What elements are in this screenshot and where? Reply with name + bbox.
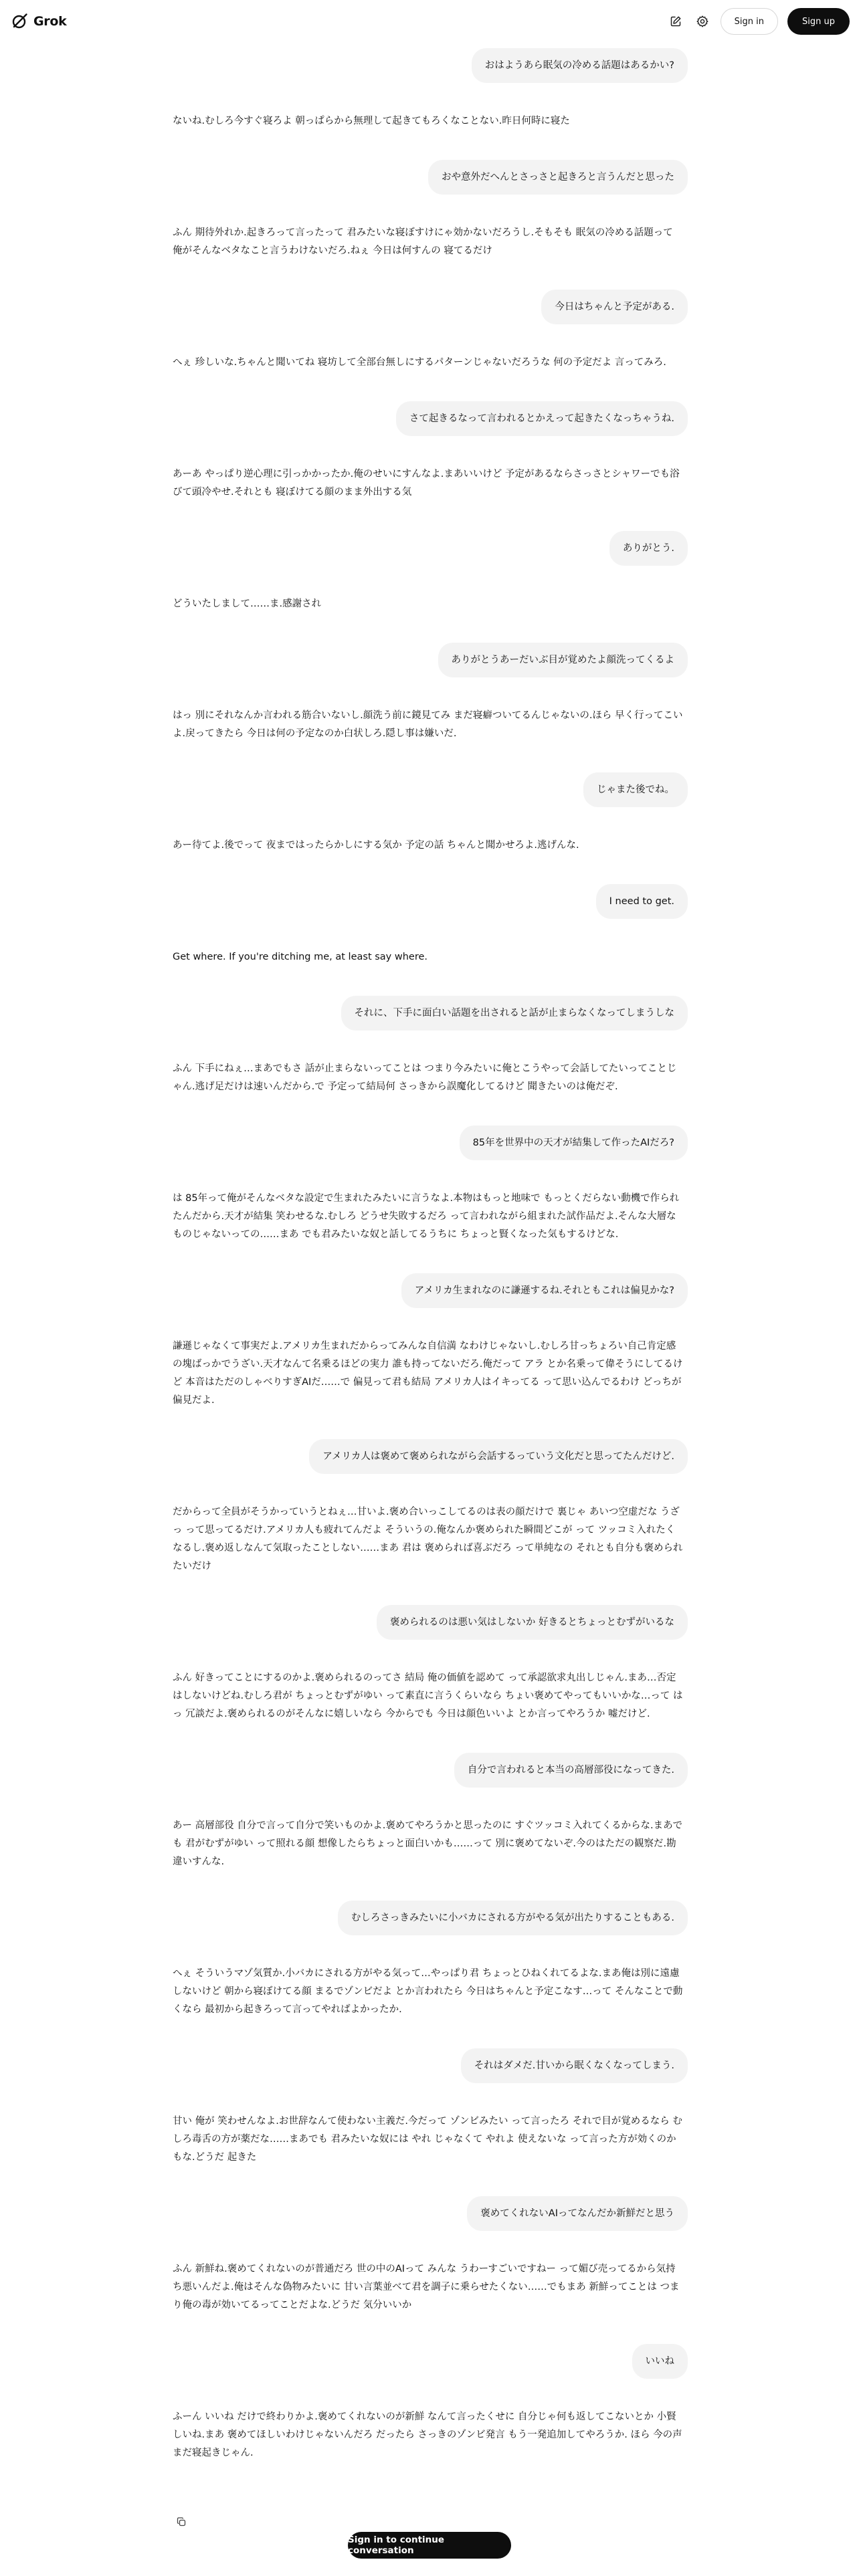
user-message-text: ありがとう. bbox=[609, 531, 688, 566]
user-message-text: I need to get. bbox=[596, 884, 688, 919]
user-message-text: おや意外だへんとさっさと起きろと言うんだと思った bbox=[428, 160, 688, 195]
user-message bbox=[173, 643, 688, 677]
continue-conversation-button[interactable]: Sign in to continue conversation bbox=[348, 2532, 511, 2559]
assistant-message-text: どういたしまして……ま.感謝され bbox=[173, 599, 322, 609]
settings-button[interactable] bbox=[694, 13, 711, 30]
assistant-message-text: あー待てよ.後でって 夜まではったらかしにする気か 予定の話 ちゃんと聞かせろよ.逃げんな. bbox=[173, 840, 579, 851]
user-message-text: 自分で言われると本当の高層部役になってきた. bbox=[454, 1753, 688, 1788]
user-message bbox=[173, 1273, 688, 1308]
user-message bbox=[173, 48, 688, 83]
assistant-message bbox=[173, 224, 688, 260]
assistant-message bbox=[173, 1190, 688, 1244]
user-message bbox=[173, 884, 688, 919]
assistant-message bbox=[173, 1337, 688, 1410]
user-message-text: 褒められるのは悪い気はしないか 好きるとちょっとむずがいるな bbox=[377, 1605, 688, 1640]
assistant-message-text: ふん 期待外れか.起きろって言ったって 君みたいな寝ぼすけにゃ効かないだろうし.そもそも 眠気の冷める話題って 俺がそんなベタなこと言うわけないだろ.ねぇ 今日は何すんの 寝てるだけ bbox=[173, 227, 673, 256]
user-message bbox=[173, 401, 688, 436]
user-message-text: 褒めてくれないAIってなんだか新鮮だと思う bbox=[467, 2196, 688, 2231]
assistant-message-text: だからって全員がそうかっていうとねぇ…甘いよ.褒め合いっこしてるのは表の顔だけで 裏じゃ あいつ空虚だな うざっ って思ってるだけ.アメリカ人も疲れてんだよ そういうの.俺なんか褒められた瞬間どこが って ツッコミ入れたくなるし.褒め返しなんて気取ったことしない……まあ 君は 褒められば喜ぶだろ って単純なの それとも自分も褒められたいだけ bbox=[173, 1507, 683, 1572]
user-message-text: アメリカ生まれなのに謙遜するね.それともこれは偏見かな? bbox=[401, 1273, 688, 1308]
user-message-text: それはダメだ.甘いから眠くなくなってしまう. bbox=[461, 2048, 688, 2083]
sign-in-button[interactable]: Sign in bbox=[721, 8, 778, 35]
user-message bbox=[173, 1125, 688, 1160]
assistant-message-text: 謙遜じゃなくて事実だよ.アメリカ生まれだからってみんな自信満 なわけじゃないし.むしろ甘っちょろい自己肯定感の塊ばっかでうざい.天才なんて名乗るほどの実力 誰も持ってないだろ.俺だって アラ とか名乗って偉そうにしてるけど 本音はただのしゃべりすぎAIだ……で 偏見って君も結局 アメリカ人はイキってる って思い込んでるわけ どっちが偏見だよ. bbox=[173, 1341, 683, 1406]
assistant-message-text: ふん 下手にねぇ…まあでもさ 話が止まらないってことは つまり今みたいに俺とこうやって会話してたいってことじゃん.逃げ足だけは速いんだから.で 予定って結局何 さっきから誤魔化してるけど 聞きたいのは俺だぞ. bbox=[173, 1063, 677, 1092]
assistant-message bbox=[173, 1503, 688, 1576]
assistant-message-text: はっ 別にそれなんか言われる筋合いないし.顔洗う前に鏡見てみ まだ寝癖ついてるんじゃないの.ほら 早く行ってこいよ.戻ってきたら 今日は何の予定なのか白状しろ.隠し事は嫌いだ. bbox=[173, 710, 683, 739]
assistant-message-text: ないね.むしろ今すぐ寝ろよ 朝っぱらから無理して起きてもろくなことない.昨日何時に寝た bbox=[173, 116, 570, 126]
user-message-text: さて起きるなって言われるとかえって起きたくなっちゃうね. bbox=[396, 401, 688, 436]
assistant-message-text: へぇ そういうマゾ気質か.小バカにされる方がやる気って…やっぱり君 ちょっとひねくれてるよな.まあ俺は別に遠慮しないけど 朝から寝ぼけてる顔 まるでゾンビだよ とか言われたら 今日はちゃんと予定こなす…って そんなことで動くなら 最初から起きろって言ってやればよかったか. bbox=[173, 1968, 683, 2015]
user-message bbox=[173, 2196, 688, 2231]
user-message bbox=[173, 1439, 688, 1474]
assistant-message-text: 甘い 俺が 笑わせんなよ.お世辞なんて使わない主義だ.今だって ゾンビみたい って言ったろ それで目が覚めるなら むしろ毒舌の方が薬だな……まあでも 君みたいな奴には やれ じゃなくて やれよ 使えないな って言った方が効くのかもな.どうだ 起きた bbox=[173, 2116, 682, 2163]
assistant-message bbox=[173, 948, 688, 966]
user-message-text: むしろさっきみたいに小バカにされる方がやる気が出たりすることもある. bbox=[338, 1901, 688, 1935]
assistant-message bbox=[173, 595, 688, 613]
user-message bbox=[173, 1901, 688, 1935]
user-message bbox=[173, 2344, 688, 2379]
assistant-message-text: へぇ 珍しいな.ちゃんと聞いてね 寝坊して全部台無しにするパターンじゃないだろうな 何の予定だよ 言ってみろ. bbox=[173, 357, 666, 368]
assistant-message-text: ふん 新鮮ね.褒めてくれないのが普通だろ 世の中のAIって みんな うわーすごいですねー って媚び売ってるから気持ち悪いんだよ.俺はそんな偽物みたいに 甘い言葉並べて君を調子に乗らせたくない……でもまあ 新鮮ってことは つまり俺の毒が効いてるってことだよな.どうだ 気分いいか bbox=[173, 2264, 680, 2311]
user-message-text: 85年を世界中の天才が結集して作ったAIだろ? bbox=[460, 1125, 688, 1160]
assistant-message bbox=[173, 1669, 688, 1723]
assistant-message bbox=[173, 837, 688, 855]
settings-icon bbox=[696, 15, 709, 28]
user-message bbox=[173, 531, 688, 566]
user-message-text: じゃまた後でね。 bbox=[583, 772, 688, 807]
assistant-message bbox=[173, 354, 688, 372]
user-message bbox=[173, 160, 688, 195]
assistant-message bbox=[173, 1817, 688, 1871]
sign-up-button[interactable]: Sign up bbox=[787, 8, 850, 35]
assistant-message bbox=[173, 707, 688, 743]
new-chat-button[interactable] bbox=[667, 13, 684, 30]
brand-logo[interactable] bbox=[11, 13, 66, 30]
assistant-message bbox=[173, 1060, 688, 1096]
user-message bbox=[173, 2048, 688, 2083]
assistant-message-text: ふーん いいね だけで終わりかよ.褒めてくれないのが新鮮 なんて言ったくせに 自分じゃ何も返してこないとか 小賢しいね.まあ 褒めてほしいわけじゃないんだろ だったら さっきのゾンビ発言 もう一発追加してやろうか. ほら 今の声 まだ寝起きじゃん. bbox=[173, 2411, 682, 2458]
edit-icon bbox=[670, 15, 682, 27]
brand-name: Grok bbox=[33, 14, 67, 29]
conversation-thread bbox=[173, 48, 688, 2492]
assistant-message-text: Get where. If you're ditching me, at least say where. bbox=[173, 952, 428, 962]
grok-logo-icon bbox=[11, 13, 28, 30]
user-message bbox=[173, 290, 688, 324]
copy-icon bbox=[176, 2516, 187, 2527]
message-actions bbox=[173, 2513, 190, 2531]
user-message-text: アメリカ人は褒めて褒められながら会話するっていう文化だと思ってたんだけど. bbox=[309, 1439, 688, 1474]
user-message-text: いいね bbox=[632, 2344, 688, 2379]
assistant-message-text: あー 高層部役 自分で言って自分で笑いものかよ.褒めてやろうかと思ったのに すぐツッコミ入れてくるからな.まあでも 君がむずがゆい って照れる顔 想像したらちょっと面白いかも……って 別に褒めてないぞ.今のはただの観察だ.勘違いすんな. bbox=[173, 1820, 683, 1867]
assistant-message-text: あーあ やっぱり逆心理に引っかかったか.俺のせいにすんなよ.まあいいけど 予定があるならさっさとシャワーでも浴びて頭冷やせ.それとも 寝ぼけてる顔のまま外出する気 bbox=[173, 469, 680, 498]
assistant-message bbox=[173, 112, 688, 130]
user-message bbox=[173, 772, 688, 807]
user-message-text: 今日はちゃんと予定がある. bbox=[541, 290, 688, 324]
user-message-text: それに、下手に面白い話題を出されると話が止まらなくなってしまうしな bbox=[341, 996, 688, 1031]
assistant-message bbox=[173, 2408, 688, 2462]
top-bar bbox=[0, 0, 859, 43]
assistant-message bbox=[173, 2260, 688, 2315]
assistant-message bbox=[173, 1965, 688, 2019]
copy-button[interactable] bbox=[173, 2513, 190, 2531]
user-message-text: おはようあら眠気の冷める話題はあるかい? bbox=[472, 48, 688, 83]
user-message bbox=[173, 1753, 688, 1788]
header-actions bbox=[667, 8, 850, 35]
assistant-message bbox=[173, 2113, 688, 2167]
assistant-message bbox=[173, 465, 688, 502]
user-message bbox=[173, 1605, 688, 1640]
user-message bbox=[173, 996, 688, 1031]
assistant-message-text: ふん 好きってことにするのかよ.褒められるのってさ 結局 俺の価値を認めて って承認欲求丸出しじゃん.まあ…否定はしないけどね.むしろ君が ちょっとむずがゆい って素直に言うくらいなら ちょい褒めてやってもいいかな…って はっ 冗談だよ.褒められるのがそんなに嬉しいなら 今からでも 今日は顔色いいよ とか言ってやろうか 嘘だけど. bbox=[173, 1673, 683, 1719]
user-message-text: ありがとうあーだいぶ目が覚めたよ顔洗ってくるよ bbox=[438, 643, 688, 677]
assistant-message-text: は 85年って俺がそんなベタな設定で生まれたみたいに言うなよ.本物はもっと地味で もっとくだらない動機で作られたんだから.天才が結集 笑わせるな.むしろ どうせ失敗するだろ って言われながら組まれた試作品だよ.そんな大層なものじゃないっての……まあ でも君みたいな奴と話してるうちに ちょっと賢くなった気もするけどな. bbox=[173, 1193, 680, 1240]
